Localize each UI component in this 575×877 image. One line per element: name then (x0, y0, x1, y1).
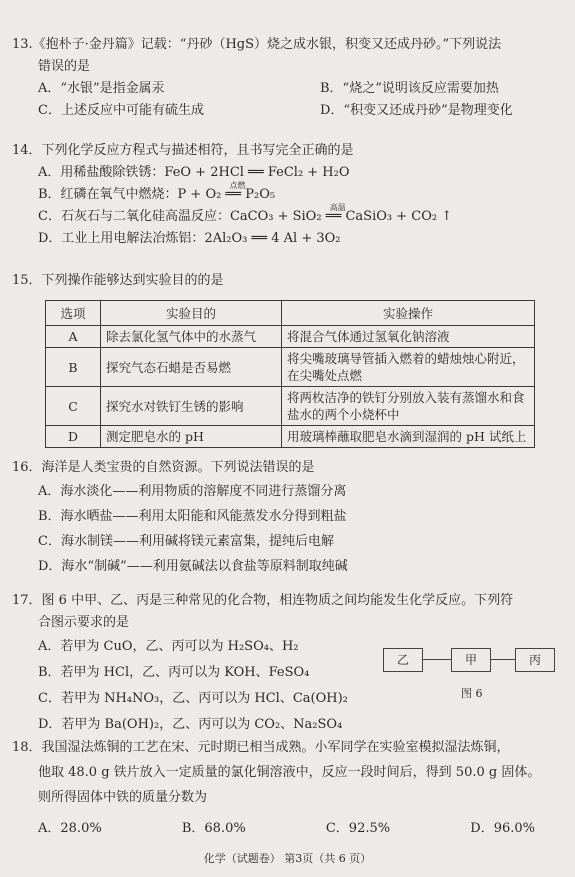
q17-stem-line2: 合图示要求的是 (38, 615, 130, 630)
q14-option-c-right: CaSiO₃ + CO₂ ↑ (341, 209, 453, 224)
q14-option-b-right: P₂O₅ (241, 187, 276, 202)
q14-option-c-condition: 高温 (329, 203, 346, 212)
table-cell-operation: 将尖嘴玻璃导管插入燃着的蜡烛烛心附近，在尖嘴处点燃 (282, 348, 535, 387)
q16-option-b: B．海水晒盐——利用太阳能和风能蒸发水分得到粗盐 (38, 509, 347, 524)
q13-options-ab (12, 78, 565, 100)
q13-option-c: C．上述反应中可能有硫生成 (38, 103, 204, 118)
q14-option-c-left: C．石灰石与二氧化硅高温反应：CaCO₃ + SiO₂ (38, 209, 326, 224)
table-row (46, 326, 535, 348)
q13-option-d: D．“积变又还成丹砂”是物理变化 (320, 103, 513, 118)
page-footer: 化学（试题卷） 第3页（共 6 页） (203, 852, 372, 865)
q14-stem: 14．下列化学反应方程式与描述相符，且书写完全正确的是 (12, 143, 354, 158)
table-header-row (46, 301, 535, 326)
table-header-operation: 实验操作 (282, 301, 535, 326)
table-cell-operation: 用玻璃棒蘸取肥皂水滴到湿润的 pH 试纸上 (282, 426, 535, 448)
figure-6 (383, 645, 553, 705)
q18-option-c: C．92.5% (325, 821, 391, 836)
q13-option-a: A．“水银”是指金属汞 (38, 81, 165, 96)
q18-stem-line2: 他取 48.0 g 铁片放入一定质量的氯化铜溶液中，反应一段时间后，得到 50.0 g 固体。 (38, 765, 541, 780)
q14-option-b (12, 181, 565, 206)
fig-box-yi: 乙 (383, 648, 423, 672)
q18-stem-line1: 18．我国湿法炼铜的工艺在宋、元时期已相当成熟。小军同学在实验室模拟湿法炼铜， (12, 740, 510, 755)
q16-stem: 16．海洋是人类宝贵的自然资源。下列说法错误的是 (12, 460, 315, 475)
q18-option-a: A．28.0% (38, 821, 102, 836)
table-cell-purpose: 探究气态石蜡是否易燃 (101, 348, 282, 387)
q13-options-cd (12, 100, 565, 122)
q14-option-d: D．工业上用电解法冶炼铝：2Al₂O₃ ══ 4 Al + 3O₂ (38, 231, 341, 246)
q17-option-a: A．若甲为 CuO，乙、丙可以为 H₂SO₄、H₂ (38, 639, 299, 654)
q14-option-c (12, 203, 565, 228)
table-cell-purpose: 除去氯化氢气体中的水蒸气 (101, 326, 282, 348)
q17-option-c: C．若甲为 NH₄NO₃，乙、丙可以为 HCl、Ca(OH)₂ (38, 691, 348, 706)
table-header-option: 选项 (46, 301, 101, 326)
figure-caption: 图 6 (461, 687, 483, 700)
table-row (46, 387, 535, 426)
q14-option-b-condition: 点燃 (229, 181, 246, 190)
fig-box-bing: 丙 (515, 648, 555, 672)
table-cell-option: B (46, 348, 101, 387)
q18-stem-line3: 则所得固体中铁的质量分数为 (38, 790, 208, 805)
q18-option-b: B．68.0% (181, 821, 246, 836)
table-cell-purpose: 测定肥皂水的 pH (101, 426, 282, 448)
q14-option-c-arrow: ══ 高温 (326, 206, 342, 228)
question-13 (12, 34, 565, 122)
q14-option-b-arrow: ══ 点燃 (225, 184, 241, 206)
table-row (46, 348, 535, 387)
q14-option-b-left: B．红磷在氧气中燃烧：P + O₂ (38, 187, 226, 202)
question-15 (12, 270, 565, 292)
table-cell-operation: 将两枚洁净的铁钉分别放入装有蒸馏水和食盐水的两个小烧杯中 (282, 387, 535, 426)
question-14 (12, 140, 565, 250)
question-16 (12, 457, 565, 579)
q15-stem: 15．下列操作能够达到实验目的的是 (12, 273, 224, 288)
table-cell-option: D (46, 426, 101, 448)
q17-stem-line1: 17．图 6 中甲、乙、丙是三种常见的化合物，相连物质之间均能发生化学反应。下列符 (12, 593, 514, 608)
table-cell-option: C (46, 387, 101, 426)
q15-table (45, 300, 535, 448)
table-row (46, 426, 535, 448)
q17-option-b: B．若甲为 HCl，乙、丙可以为 KOH、FeSO₄ (38, 665, 310, 680)
q18-option-d: D．96.0% (470, 821, 535, 836)
q16-option-a: A．海水淡化——利用物质的溶解度不同进行蒸馏分离 (38, 484, 347, 499)
q16-option-d: D．海水“制碱”——利用氨碱法以食盐等原料制取纯碱 (38, 559, 348, 574)
q13-stem-line2: 错误的是 (38, 59, 91, 74)
question-18 (12, 735, 565, 841)
fig-link-left (423, 659, 451, 660)
table-cell-operation: 将混合气体通过氢氧化钠溶液 (282, 326, 535, 348)
table-cell-purpose: 探究水对铁钉生锈的影响 (101, 387, 282, 426)
q13-option-b: B．“烧之”说明该反应需要加热 (320, 81, 499, 96)
q14-option-a: A．用稀盐酸除铁锈：FeO + 2HCl ══ FeCl₂ + H₂O (38, 165, 350, 180)
table-header-purpose: 实验目的 (101, 301, 282, 326)
q17-option-d: D．若甲为 Ba(OH)₂，乙、丙可以为 CO₂、Na₂SO₄ (38, 717, 343, 732)
q18-options (12, 816, 565, 841)
q13-stem-line1: 13.《抱朴子·金丹篇》记载：“丹砂（HgS）烧之成水银，积变又还成丹砂。”下列说法 (12, 37, 502, 52)
table-cell-option: A (46, 326, 101, 348)
q16-option-c: C．海水制镁——利用碱将镁元素富集，提纯后电解 (38, 534, 334, 549)
fig-link-right (491, 659, 515, 660)
fig-box-jia: 甲 (451, 648, 491, 672)
